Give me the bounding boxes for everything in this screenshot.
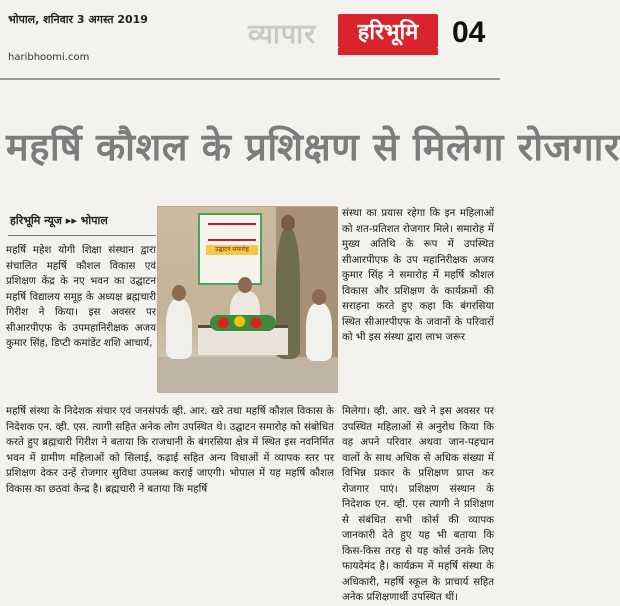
page-number: 04	[452, 16, 486, 49]
byline-divider	[8, 235, 156, 236]
article-column-right: संस्था का प्रयास रहेगा कि इन महिलाओं को शत-प्रतिशत रोजगार मिले। समारोह में मुख्य अतिथि के रूप में उपस्थित सीआरपीएफ के उप महानिरीक्षक अजय कुमार सिंह ने समारोह में महर्षि कौशल विकास और प्रशिक्षण के कार्यक्रमों की सराहना करते हुए कहा कि बंगरसिया स्थित सीआरपीएफ के जवानों के परिवारों को भी इस संस्था द्वारा लाभ जरूर	[342, 208, 494, 343]
article-column-bottom: महर्षि संस्था के निदेशक संचार एवं जनसंपर्क व्ही. आर. खरे तथा महर्षि कौशल विकास के निदेशक एन. व्ही. एस. त्यागी सहित अनेक लोग उपस्थित थे। उद्घाटन समारोह को संबोधित करते हुए ब्रह्मचारी गिरीश ने बताया कि राजधानी के बंगरसिया क्षेत्र में स्थित इस नवनिर्मित भवन में ग्रामीण महिलाओं को सिलाई, कढ़ाई सहित अन्य विधाओं में व्यापक स्तर पर प्रशिक्षण देकर उन्हें रोजगार सुविधा उपलब्ध कराई जाएगी। भोपाल में यह महर्षि कौशल विकास का छठवां केन्द्र है। ब्रह्मचारी ने बताया कि महर्षि	[6, 406, 334, 495]
dateline: भोपाल, शनिवार 3 अगस्त 2019	[8, 13, 148, 26]
person-right-head	[312, 289, 326, 305]
article-photo	[157, 206, 337, 392]
person-left-head	[172, 285, 186, 301]
flower-bouquet	[210, 315, 276, 331]
article-column-left: महर्षि महेश योगी शिक्षा संस्थान द्वारा संचालित महर्षि कौशल विकास एवं प्रशिक्षण केंद्र के नए भवन का उद्घाटन महर्षि विद्यालय समूह के अध्यक्ष ब्रह्मचारी गिरीश ने किया। इस अवसर पर सीआरपीएफ के उपमहानिरीक्षक अजय कुमार सिंह, डिप्टी कमांडेंट शशि आचार्य,	[6, 245, 156, 349]
person-center-head	[238, 277, 252, 293]
person-left	[166, 299, 192, 359]
photo-floor	[158, 357, 338, 393]
banner-title: उद्घाटन समारोह	[206, 245, 258, 255]
article-byline: हरिभूमि न्यूज ▸▸ भोपाल	[10, 214, 108, 227]
person-officer-head	[281, 215, 295, 231]
photo-banner	[198, 213, 262, 285]
person-right	[306, 303, 332, 361]
section-title: व्यापार	[248, 19, 317, 50]
page-header	[0, 0, 500, 78]
brand-logo: हरिभूमि	[338, 14, 438, 48]
site-url[interactable]: haribhoomi.com	[8, 52, 90, 63]
header-rule	[0, 78, 500, 80]
banner-decoration	[208, 223, 256, 241]
article-column-bottom-right: मिलेगा। व्ही. आर. खरे ने इस अवसर पर उपस्थित महिलाओं से अनुरोध किया कि वह अपने परिवार अथवा जान-पहचान वालों के साथ अधिक से अधिक संख्या में विभिन्न प्रकार के प्रशिक्षण प्राप्त कर रोजगार पाएं। प्रशिक्षण संस्थान के निदेशक एन. व्ही. एस त्यागी ने प्रशिक्षण से संबंधित सभी कोर्स की व्यापक जानकारी देते हुए यह भी बताया कि किस-किस तरह से यह कोर्स उनके लिए फायदेमंद है। कार्यक्रम में महर्षि संस्था के अधिकारी, महर्षि स्कूल के प्राचार्य सहित अनेक प्रशिक्षणार्थी उपस्थित थीं।	[342, 406, 494, 603]
brand-underline	[338, 48, 438, 55]
article-headline: महर्षि कौशल के प्रशिक्षण से मिलेगा रोजगार	[6, 125, 620, 169]
